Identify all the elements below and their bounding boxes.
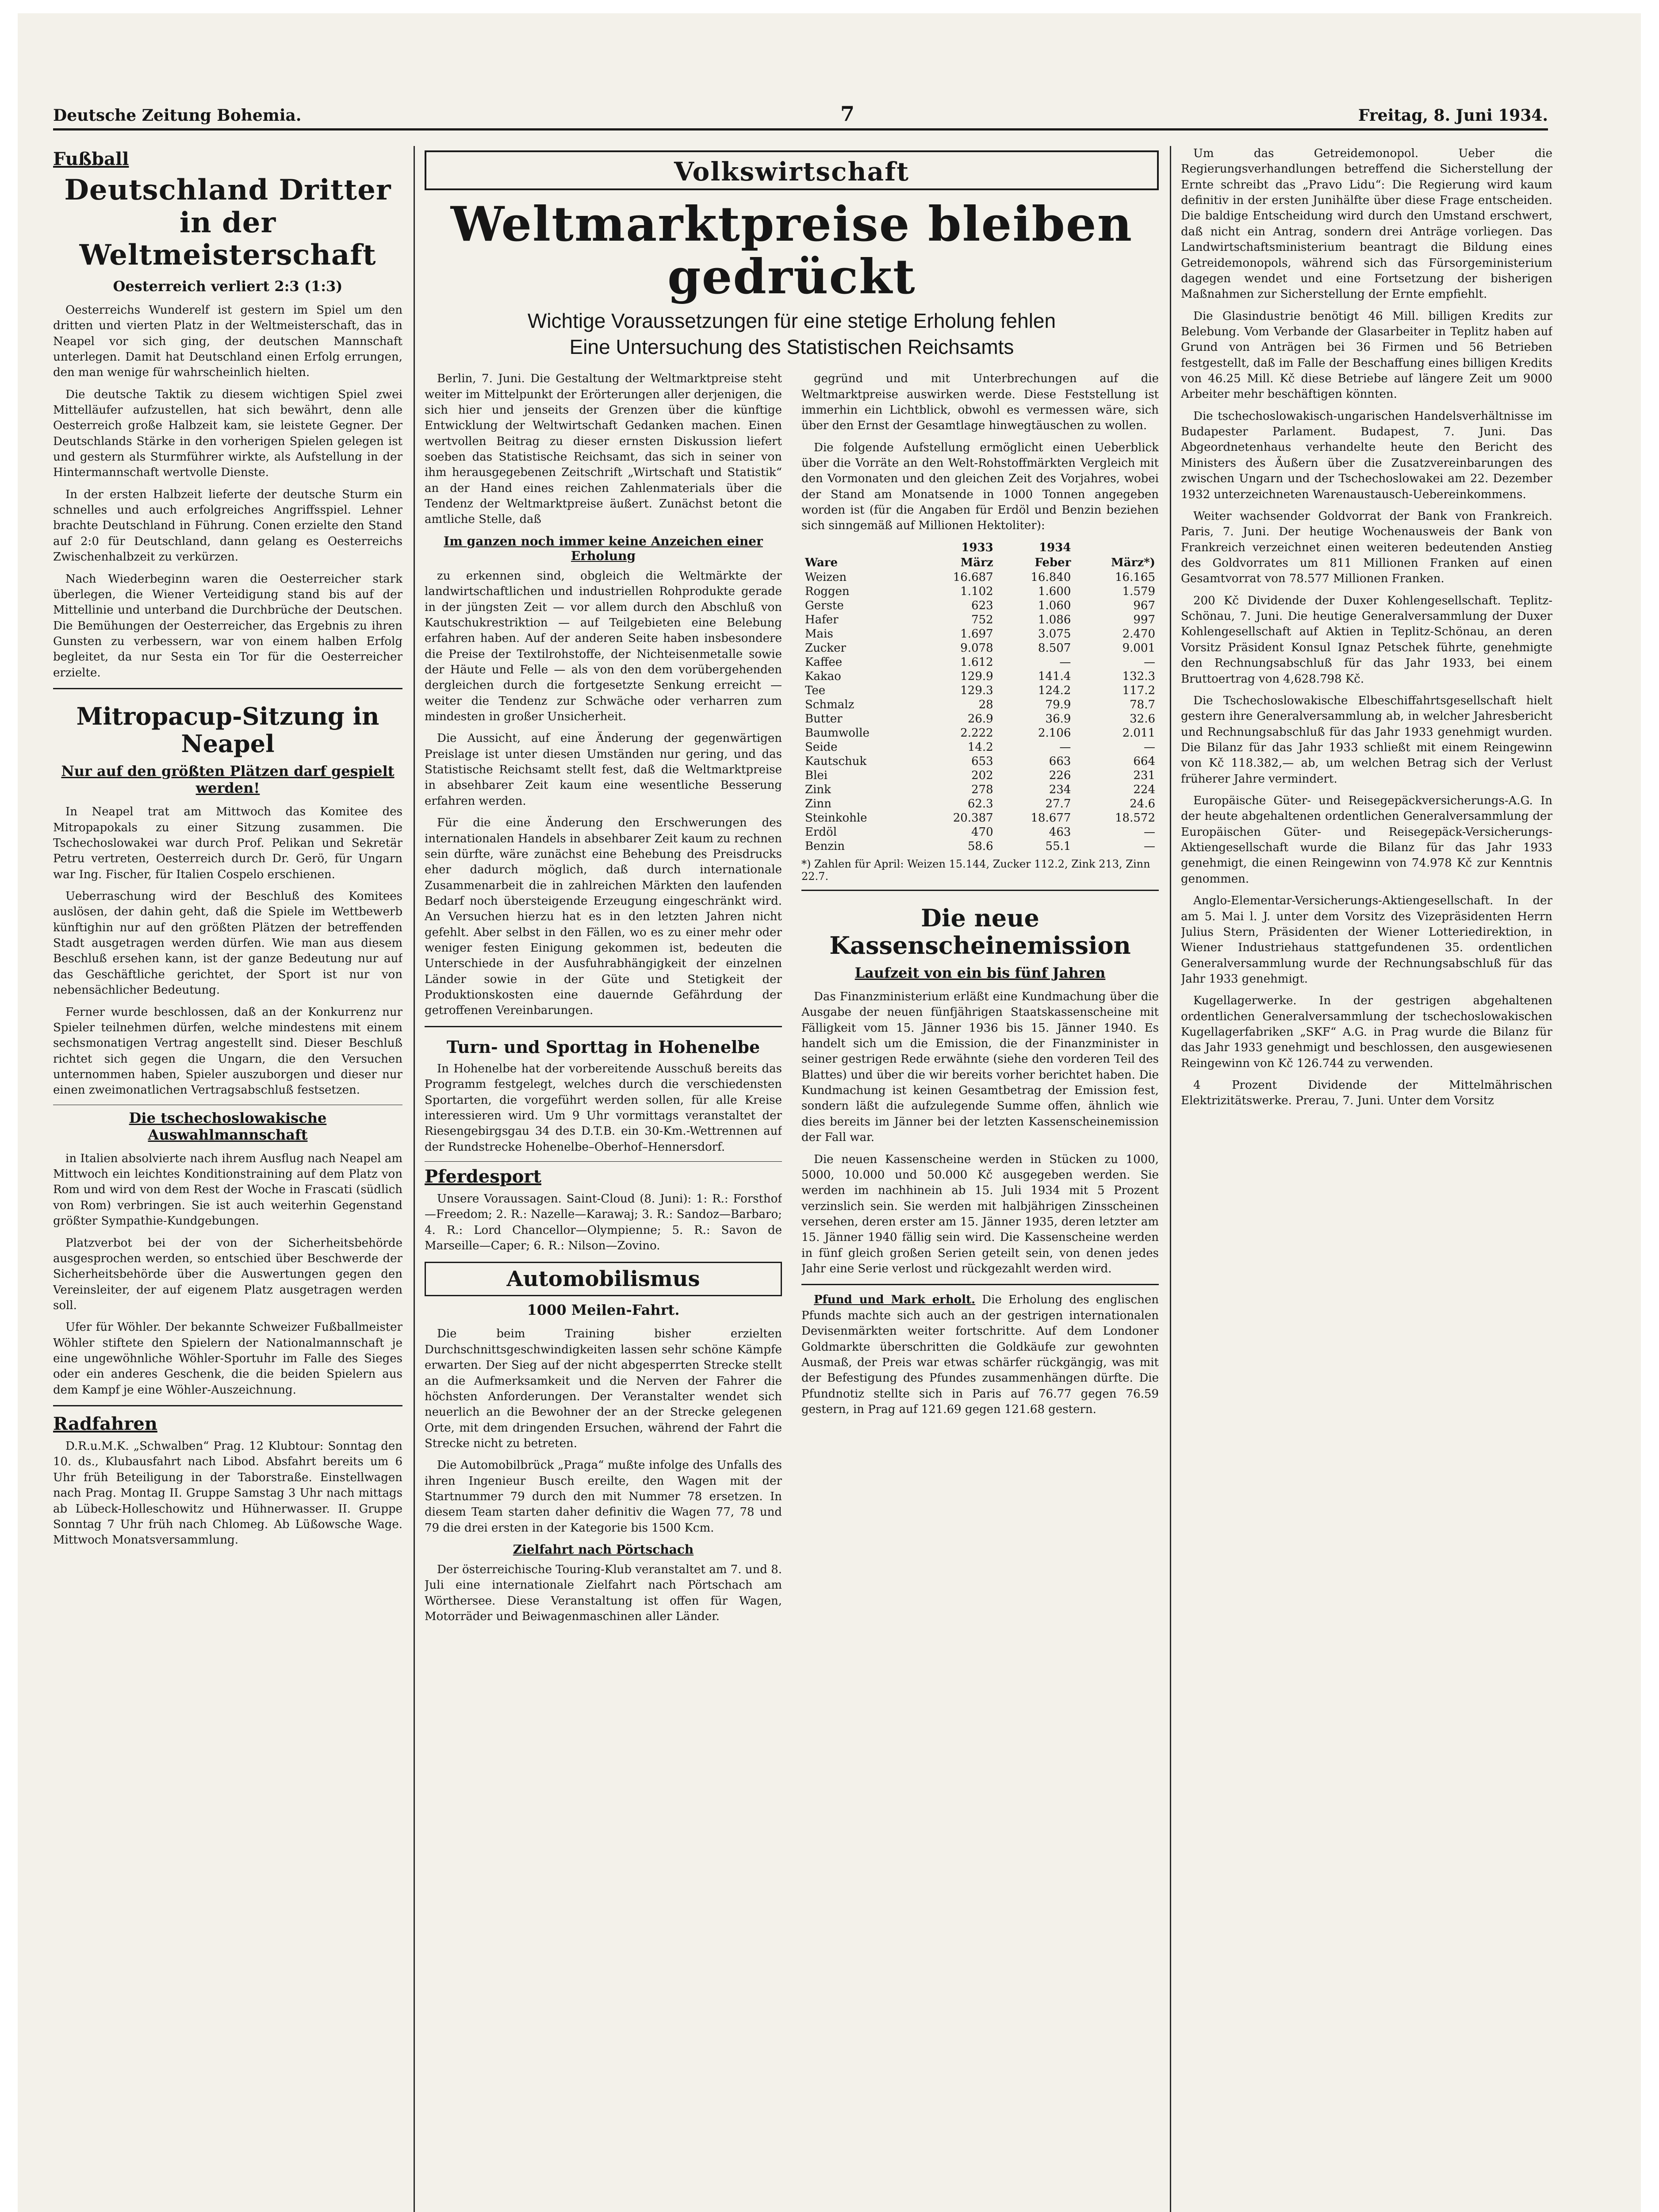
table-cell: 1.086 [1038,613,1071,626]
table-cell: 997 [1133,613,1155,626]
table-cell: Kaffee [805,655,843,669]
table-cell: Mais [805,627,833,641]
business-news-item: Anglo-Elementar-Versicherungs-Aktiengesellschaft. In der am 5. Mai l. J. unter dem Vorsitz des Vizepräsidenten Herrn Julius Stern, Präsidenten der Wiener Lotteriedirektion, in Wiener Industriehaus stattgefundenen 35. ordentlichen Generalversammlung wurde der Rechnungsabschluß für das Jahr 1933 genehmigt. [1181,894,1552,986]
article-paragraph: Die beim Training bisher erzielten Durchschnittsgeschwindigkeiten lassen sehr schöne Kämpfe erwarten. Der Sieg auf der nicht abgesperrten Strecke stellt an die Aufmerksamkeit und die Nerven der Fahrer die höchsten Anforderungen. Der Veranstalter wendet sich neuerlich an die Bewohner der an der Strecke gelegenen Orte, mit dem dringenden Ersuchen, während der Fahrt die Strecke nicht zu betreten. [425,1327,782,1450]
table-cell: 62.3 [967,797,993,810]
article-paragraph: Die Aussicht, auf eine Änderung der gegenwärtigen Preislage ist unter diesen Umständen nur gering, und das Statistische Reichsamt stellt fest, daß die Weltmarktpreise in absehbarer Zeit kaum eine wesentliche Besserung erfahren werden. [425,732,782,808]
table-header-cell: März*) [1111,556,1155,569]
table-cell: 663 [1049,754,1071,768]
table-cell: — [1144,839,1155,853]
section-banner [425,150,1159,190]
table-header-cell [1074,540,1159,555]
section-divider [53,1405,402,1406]
table-cell: 2.011 [1122,726,1155,740]
table-cell: 27.7 [1045,797,1071,810]
article-paragraph: Die neuen Kassenscheine werden in Stücken zu 1000, 5000, 10.000 und 50.000 Kč ausgegeben werden. Sie werden im nachhinein ab 15. Juli 1934 mit 5 Prozent verzinslich sein. Sie werden mit halbjährigen Zinsscheinen versehen, deren erster am 15. Jänner 1935, deren letzter am 15. Jänner 1940 fällig sein wird. Die Kassenscheine werden in fünf gleich großen Serien geteilt sein, von denen jedes Jahr eine Serie verlost und rückgezahlt werden wird. [801,1152,1159,1276]
business-news-item: Die tschechoslowakisch-ungarischen Handelsverhältnisse im Budapester Parlament. Budapest, 7. Juni. Das Abgeordnetenhaus verhandelte heute den Bericht des Ministers des Äußern über die Zusatzvereinbarungen des zwischen Ungarn und der Tschechoslowakei am 22. Dezember 1932 unterzeichneten Warenaustausch-Uebereinkommens. [1181,409,1552,501]
article-paragraph: Die deutsche Taktik zu diesem wichtigen Spiel zwei Mittelläufer aufzustellen, hat sich bewährt, denn alle Oesterreich große Halbzeit kam, sie leistete Gegner. Der Deutschlands Stärke in den vorherigen Spielen gelegen ist und gestern als Sturmführer wirkte, als Aufstellung in der Hintermannschaft wertvolle Dienste. [53,388,402,480]
table-cell: 752 [971,613,993,626]
commodity-stock-table [801,540,1159,853]
table-row [801,613,1159,627]
table-cell: Schmalz [805,698,854,711]
table-cell: 623 [971,599,993,612]
headline-sport-day: Turn- und Sporttag in Hohenelbe [446,1037,760,1057]
table-cell: 28 [978,698,993,711]
table-row [801,754,1159,768]
table-cell: — [1059,655,1071,669]
table-cell: 224 [1133,783,1155,796]
table-row [801,740,1159,754]
business-news-item: Kugellagerwerke. In der gestrigen abgehaltenen ordentlichen Generalversammlung der tschechoslowakischen Kugellagerfabriken „SKF“ A.G. in Prag wurde die Bilanz für das Jahr 1933 genehmigt und beschlossen, den ausgewiesenen Reingewinn von Kč 126.744 zu verwenden. [1181,994,1552,1070]
section-divider [425,1161,782,1162]
deck-line: Wichtige Voraussetzungen für eine stetige Erholung fehlen [527,309,1056,332]
table-cell: Gerste [805,599,844,612]
table-cell: 231 [1133,768,1155,782]
table-cell: 16.687 [953,570,993,584]
table-cell: Butter [805,712,843,726]
table-cell: 1.697 [960,627,993,641]
subhead-mitropacup: Nur auf den größten Plätzen darf gespielt werden! [61,763,395,797]
table-row [801,655,1159,669]
table-cell: 226 [1049,768,1071,782]
table-row [801,712,1159,726]
table-row [801,584,1159,599]
table-cell: 9.001 [1122,641,1155,655]
right-column [1181,146,1552,2212]
column-rule [1170,146,1171,2212]
table-cell: 36.9 [1045,712,1071,726]
subhead-maturity: Laufzeit von ein bis fünf Jahren [854,964,1106,981]
table-cell: 20.387 [953,811,993,825]
article-paragraph [801,1292,1159,1417]
business-news-item: 200 Kč Dividende der Duxer Kohlengesellschaft. Teplitz-Schönau, 7. Juni. Die heutige Generalversammlung der Duxer Kohlengesellschaft auf Aktien in Teplitz-Schönau, an deren Vorsitz Präsident Konsul Ignaz Petschek führte, genehmigte den Rechnungsabschluß für das Jahr 1933, bei einem Bruttoertrag von 4,628.798 Kč. [1181,594,1552,686]
table-cell: 141.4 [1038,669,1071,683]
table-row [801,768,1159,783]
table-cell: 8.507 [1038,641,1071,655]
table-cell: Zinn [805,797,831,810]
article-paragraph: D.R.u.M.K. „Schwalben“ Prag. 12 Klubtour: Sonntag den 10. ds., Klubausfahrt nach Libod. Absfahrt bereits um 6 Uhr früh Beteiligung in der Taborstraße. Einstellwagen nach Prag. Montag II. Gruppe Samstag 3 Uhr nach mittags ab Lübeck-Holleschowitz und Hühnerwasser. II. Gruppe Sonntag 7 Uhr früh nach Chlomeg. Ab Lüßowsche Wage. Mittwoch Monatsversammlung. [53,1440,402,1547]
table-cell: 1.060 [1038,599,1071,612]
run-in-text: Die Erholung des englischen Pfunds machte sich auch an der gestrigen internationalen Devisenmärkten weiter fortschritte. Auf dem Londoner Goldmarkte überschritten die Goldkäufe zur gewohnten Ausmaß, der Preis war etwas schärfer rückgängig, was mit der Befestigung des Pfundes zusammenhängen dürfte. Die Pfundnotiz stellte sich in Paris auf 76.77 gegen 76.59 gestern, in Prag auf 121.69 gegen 121.68 gestern. [801,1293,1159,1416]
table-row [801,726,1159,740]
table-header-row [801,555,1159,570]
section-divider [801,890,1159,891]
table-cell: 129.9 [960,669,993,683]
table-cell: Benzin [805,839,845,853]
table-header-cell: 1933 [961,541,993,554]
rubric-horse-racing: Pferdesport [425,1166,541,1187]
table-cell: 14.2 [967,740,993,754]
table-row [801,669,1159,684]
middle-subcolumns [425,371,1159,1631]
business-news-item: Um das Getreidemonopol. Ueber die Regierungsverhandlungen betreffend die Sicherstellung der Ernte schreibt das „Pravo Lidu“: Die Regierung wird kaum definitiv in der ersten Junihälfte über diese Frage entscheiden. Die baldige Entscheidung wird durch den Umstand erschwert, daß nicht ein Antrag, sondern drei Anträge vorliegen. Das Landwirtschaftsministerium beantragt die Bildung eines Getreidemonopols, während sich das Fürsorgeministerium dagegen wendet und eine Fortsetzung der bisherigen Maßnahmen zur Sicherstellung der Ernte empfiehlt. [1181,147,1552,301]
headline-motoring: Automobilismus [425,1262,782,1296]
column-rule [414,146,415,2212]
rubric-cycling: Radfahren [53,1413,157,1435]
table-header-cell: Feber [1034,556,1071,569]
left-column [53,146,402,2212]
masthead-date: Freitag, 8. Juni 1934. [1358,106,1548,125]
article-paragraph: Unsere Voraussagen. Saint-Cloud (8. Juni): 1: R.: Forsthof—Freedom; 2. R.: Nazelle—Karawaj; 3. R.: Sandoz—Barbaro; 4. R.: Lord Chancellor—Olympienne; 5. R.: Savon de Marseille—Caper; 6. R.: Nilson—Zovino. [425,1192,782,1253]
table-cell: 2.222 [960,726,993,740]
article-paragraph: Ferner wurde beschlossen, daß an der Konkurrenz nur Spieler teilnehmen dürfen, welche mindestens mit einem sechsmonatigen Vertrag angestellt sind. Dieser Beschluß richtet sich gegen die Ungarn, die den Versuchen unternommen haben, Spieler auszuborgen und dieser nur einen zweimonatlichen Vertragsabschluß festsetzen. [53,1005,402,1097]
table-cell: 234 [1049,783,1071,796]
table-header-cell: Ware [805,556,838,569]
table-header-cell: 1934 [1039,541,1071,554]
table-cell: 78.7 [1130,698,1155,711]
table-body [801,570,1159,853]
table-cell: 1.579 [1122,584,1155,598]
middle-column [425,146,1159,2212]
table-cell: 79.9 [1045,698,1071,711]
table-cell: 1.612 [960,655,993,669]
business-news-item: Europäische Güter- und Reisegepäckversicherungs-A.G. In der heute abgehaltenen ordentlichen Generalversammlung der Europäischen Güter- und Reisegepäck-Versicherungs-Aktiengesellschaft wurde die Bilanz für das Jahr 1933 genehmigt, die einen Reingewinn von 74.978 Kč zur Kenntnis genommen. [1181,794,1552,886]
table-row [801,825,1159,839]
table-cell: 2.470 [1122,627,1155,641]
middle-subcolumn-2 [801,371,1159,1631]
article-paragraph: Die folgende Aufstellung ermöglicht einen Ueberblick über die Vorräte an den Welt-Rohstoffmärkten Vergleich mit den Vormonaten und den gleichen Zeit des Vorjahres, wobei der Stand am Monatsende in 1000 Tonnen angegeben worden ist (für die Angaben für Erdöl und Benzin beziehen sich sinngemäß auf Millionen Hektoliter): [801,441,1159,533]
table-cell: 470 [971,825,993,839]
table-cell: Seide [805,740,838,754]
table-cell: Zink [805,783,831,796]
table-header-row [801,540,1159,555]
headline-world-market-prices: Weltmarktpreise bleiben gedrückt [450,196,1133,305]
table-cell: Weizen [805,570,847,584]
table-cell: 32.6 [1130,712,1155,726]
article-paragraph: Nach Wiederbeginn waren die Oesterreicher stark überlegen, die Wiener Verteidigung stand bis auf der Mittellinie und unterband die Durchbrüche der Deutschen. Die Bemühungen der Oesterreicher, das Ergebnis zu ihren Gunsten zu verbessern, war von einem halben Erfolg begleitet, da nur Sesta ein Tor für die Oesterreicher erzielte. [53,572,402,680]
article-paragraph: in Italien absolvierte nach ihrem Ausflug nach Neapel am Mittwoch ein leichtes Konditionstraining auf dem Platz von Rom und wird von dem Rest der Woche in Frascati (südlich von Rom) verbringen. Sie ist auch weiterhin Gegenstand größter Sympathie-Kundgebungen. [53,1152,402,1228]
article-paragraph: Berlin, 7. Juni. Die Gestaltung der Weltmarktpreise steht weiter im Mittelpunkt der Erörterungen aller derjenigen, die sich hier und jenseits der Grenzen über die künftige Entwicklung der Weltwirtschaft Gedanken machen. Einen wertvollen Beitrag zu dieser ernsten Diskussion liefert soeben das Statistische Reichsamt, das sich in seiner von ihm herausgegebenen Zeitschrift „Wirtschaft und Statistik“ an der Hand eines reichen Zahlenmaterials über die Tendenz der Weltmarktpreise äußert. Zunächst betont die amtliche Stelle, daß [425,372,782,526]
table-row [801,811,1159,825]
table-cell: — [1144,655,1155,669]
headline-mitropacup: Mitropacup-Sitzung in Neapel [76,702,379,758]
table-cell: 967 [1133,599,1155,612]
table-cell: 1.102 [960,584,993,598]
table-cell: Kautschuk [805,754,867,768]
table-cell: 653 [971,754,993,768]
article-paragraph: Für die eine Änderung den Erschwerungen des internationalen Handels in absehbarer Zeit kaum zu rechnen sein dürfte, wäre zunächst eine Behebung des Preisdrucks eher dadurch möglich, daß durch internationale Zusammenarbeit die in zahlreichen Märkten den laufenden Bedarf noch übersteigende Erzeugung eingeschränkt wird. An Versuchen hierzu hat es in den letzten Jahren nicht gefehlt. Aber selbst in den Fällen, wo es zu einer mehr oder weniger festen Einigung gekommen ist, bedeuten die Unterschiede in der Ausfuhrabhängigkeit der einzelnen Länder sowie in der Güte und Stetigkeit der Produktionskosten eine dauernde Gefährdung der getroffenen Vereinbarungen. [425,816,782,1018]
table-cell: — [1144,740,1155,754]
business-news-item: Die Tschechoslowakische Elbeschiffahrtsgesellschaft hielt gestern ihre Generalversammlung ab, in welcher Jahresbericht und Rechnungsabschluß für das Jahr 1933 genehmigt wurden. Die Bilanz für das Jahr 1933 schließt mit einem Reingewinn von Kč 118.382,— ab, um welchen Betrag sich der Verlust früherer Jahre vermindert. [1181,694,1552,786]
table-cell: 16.165 [1115,570,1155,584]
deck [425,308,1159,361]
table-cell: Roggen [805,584,850,598]
table-cell: Hafer [805,613,839,626]
table-cell: 463 [1049,825,1071,839]
table-row [801,627,1159,641]
article-paragraph: Der österreichische Touring-Klub veranstaltet am 7. und 8. Juli eine internationale Zielfahrt nach Pörtschach am Wörthersee. Diese Veranstaltung ist offen für Wagen, Motorräder und Beiwagenmaschinen aller Länder. [425,1563,782,1624]
section-divider [801,1284,1159,1285]
page-number: 7 [840,102,855,126]
subhead-selection-team: Die tschechoslowakische Auswahlmannschaft [129,1109,327,1143]
business-news-item: Weiter wachsender Goldvorrat der Bank von Frankreich. Paris, 7. Juni. Der heutige Wochenausweis der Bank von Frankreich verzeichnet einen weiteren bedeutenden Anstieg des Goldvorrates um 811 Millionen Franken auf einen Gesamtvorrat von 78.577 Millionen Franken. [1181,509,1552,586]
headline-cash-notes: Die neue Kassenscheinemission [829,903,1131,960]
subhead-1000-miles: 1000 Meilen-Fahrt. [527,1302,680,1319]
table-row [801,570,1159,584]
table-cell: 202 [971,768,993,782]
table-row [801,783,1159,797]
table-cell: Baumwolle [805,726,870,740]
table-row [801,797,1159,811]
table-cell: Zucker [805,641,846,655]
table-row [801,641,1159,655]
table-cell: 26.9 [967,712,993,726]
table-cell: 124.2 [1038,684,1071,697]
table-row [801,698,1159,712]
subhead-no-recovery: Im ganzen noch immer keine Anzeichen einer Erholung [444,534,763,563]
article-paragraph: Ufer für Wöhler. Der bekannte Schweizer Fußballmeister Wöhler stiftete den Spielern der Nationalmannschaft je eine ungewöhnliche Wöhler-Sportuhr im Falle des Sieges oder ein anderes Geschenk, die die beiden Spielern aus dem Kampf je eine Wöhler-Auszeichnung. [53,1321,402,1397]
middle-subcolumn-1 [425,371,782,1631]
table-cell: Steinkohle [805,811,867,825]
article-paragraph: Das Finanzministerium erläßt eine Kundmachung über die Ausgabe der neuen fünfjährigen Staatskassenscheine mit Fälligkeit vom 15. Jänner 1936 bis 15. Jänner 1940. Es handelt sich um die Emission, die der Finanzminister in seiner gestrigen Rede erwähnte (siehe den vorderen Teil des Blattes) und über die wir bereits vorher berichtet haben. Die Kundmachung ist keinen Gesamtbetrag der Emission fest, sondern läßt die aufzulegende Summe offen, ähnlich wie dies bereits im Jänner bei der letzten Kassenscheinemission der Fall war. [801,990,1159,1144]
article-paragraph: gegründ und mit Unterbrechungen auf die Weltmarktpreise auswirken werde. Diese Feststellung ist immerhin ein Lichtblick, obwohl es vermessen wäre, sich über den Ernst der Gesamtlage hinwegtäuschen zu wollen. [801,372,1159,433]
table-header-cell: März [960,556,993,569]
article-paragraph: In der ersten Halbzeit lieferte der deutsche Sturm ein schnelles und auch erfolgreiches Angriffsspiel. Lehner brachte Deutschland in Führung. Conen erzielte den Stand auf 2:0 für Deutschland, dann gelang es Oesterreichs Zwischenhalbzeit zu verkürzen. [53,488,402,564]
article-paragraph: zu erkennen sind, obgleich die Weltmärkte der landwirtschaftlichen und industriellen Rohprodukte gerade in der jüngsten Zeit — vor allem durch den Abschluß von Kautschukrestriktion — auf Teilgebieten eine Belebung erfahren haben. Auf der anderen Seite haben insbesondere die Preise der Textilrohstoffe, der Nichteisenmetalle sowie der Häute und Felle — als von den dem vorübergehenden dergleichen durch die fortgesetzte Senkung erreicht — weiter die Tendenz zur Schwäche oder verharren zum mindesten in großer Unsicherheit. [425,569,782,724]
table-cell: 18.677 [1031,811,1071,825]
subhead-austria: Oesterreich verliert 2:3 (1:3) [113,277,343,295]
table-cell: 664 [1133,754,1155,768]
table-cell: 2.106 [1038,726,1071,740]
masthead-paper-name: Deutsche Zeitung Bohemia. [53,106,302,125]
table-cell: 129.3 [960,684,993,697]
banner-title: Volkswirtschaft [674,157,909,187]
table-footnote: *) Zahlen für April: Weizen 15.144, Zucker 112.2, Zink 213, Zinn 22.7. [801,857,1150,883]
article-paragraph: Die Automobilbrück „Praga“ mußte infolge des Unfalls des ihren Ingenieur Busch ereilte, den Wagen mit der Startnummer 79 durch den mit Nummer 78 ersetzen. In diesem Team starten daher definitiv die Wagen 77, 78 und 79 die drei ersten in der Kategorie bis 1500 Kcm. [425,1459,782,1535]
table-cell: 132.3 [1122,669,1155,683]
table-header-cell [801,540,919,555]
section-divider [53,688,402,689]
headline-germany-third: Deutschland Dritter in der Weltmeisterschaft [64,173,391,272]
article-paragraph: Ueberraschung wird der Beschluß des Komitees auslösen, der dahin geht, daß die Spiele im Wettbewerb künftighin nur auf den größten Plätzen der betreffenden Stadt ausgetragen werden dürfen. Wie man aus diesem Beschluß ersehen kann, ist der ganze Bedeutung nur auf das Geschäftliche gerichtet, der Sport ist nur von nebensächlicher Bedeutung. [53,890,402,997]
article-paragraph: Platzverbot bei der von der Sicherheitsbehörde ausgesprochen werden, so entschied über Beschwerde der Sicherheitsbehörde über die Auswertungen gegen den Vereinsleiter, der auf eigenem Platz ausgetragen werden soll. [53,1236,402,1312]
table-cell: Erdöl [805,825,837,839]
run-in-heading: Pfund und Mark erholt. [814,1293,976,1307]
table-cell: 55.1 [1045,839,1071,853]
article-paragraph: In Hohenelbe hat der vorbereitende Ausschuß bereits das Programm festgelegt, welches durch die verschiedensten Sportarten, die vorgeführt werden sollen, für alle Kreise interessieren wird. Um 9 Uhr vormittags veranstaltet der Riesengebirgsgau 34 des D.T.B. ein 30-Km.-Wettrennen auf der Rundstrecke Hohenelbe–Oberhof–Hennersdorf. [425,1062,782,1154]
deck-line: Eine Untersuchung des Statistischen Reichsamts [569,335,1014,359]
table-row [801,839,1159,853]
table-cell: — [1144,825,1155,839]
masthead [53,102,1548,131]
table-cell: 16.840 [1031,570,1071,584]
business-news-item: Die Glasindustrie benötigt 46 Mill. billigen Kredits zur Belebung. Vom Verbande der Glasarbeiter in Teplitz haben auf Grund von Anträgen bei 36 Firmen und 56 Betrieben festgestellt, daß im Falle der Beschaffung eines billigen Kredits von 46.25 Mill. Kč diese Betriebe auf längere Zeit um 9000 Arbeiter mehr beschäftigen könnten. [1181,309,1552,401]
article-paragraph: Oesterreichs Wunderelf ist gestern im Spiel um den dritten und vierten Platz in der Weltmeisterschaft, das in Neapel vor sich ging, der deutschen Mannschaft unterlegen. Damit hat Deutschland einen Erfolg errungen, den man wenige für wahrscheinlich hielten. [53,303,402,380]
table-cell: 278 [971,783,993,796]
article-paragraph: In Neapel trat am Mittwoch das Komitee des Mitropapokals zu einer Sitzung zusammen. Die Tschechoslowakei war durch Prof. Pelikan und Sekretär Petru vertreten, Oesterreich durch Dr. Gerö, für Ungarn war Ing. Fischer, für Italien Cospelo erschienen. [53,805,402,881]
subhead-poertschach: Zielfahrt nach Pörtschach [513,1542,694,1557]
table-cell: 117.2 [1122,684,1155,697]
table-cell: 58.6 [967,839,993,853]
table-cell: Tee [805,684,826,697]
section-divider [425,1026,782,1027]
table-cell: Blei [805,768,828,782]
table-cell: 1.600 [1038,584,1071,598]
table-cell: Kakao [805,669,841,683]
table-cell: 24.6 [1130,797,1155,810]
table-cell: 9.078 [960,641,993,655]
rubric-football: Fußball [53,149,129,169]
table-row [801,599,1159,613]
table-cell: 3.075 [1038,627,1071,641]
table-cell: — [1059,740,1071,754]
table-row [801,684,1159,698]
table-cell: 18.572 [1115,811,1155,825]
business-news-item: 4 Prozent Dividende der Mittelmährischen Elektrizitätswerke. Prerau, 7. Juni. Unter dem Vorsitz [1181,1079,1552,1108]
